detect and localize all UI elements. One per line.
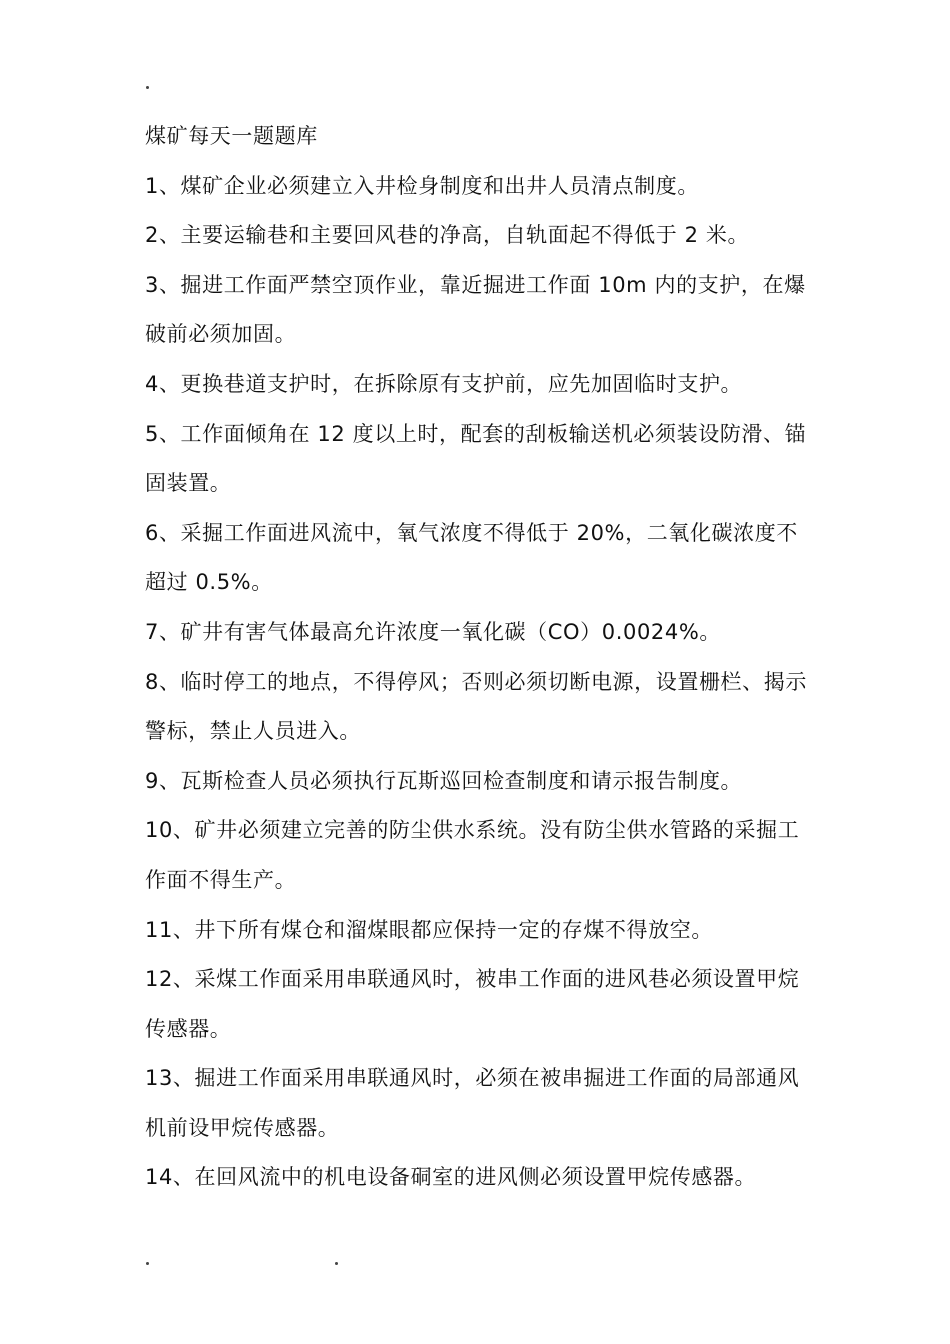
question-item-4: 4、更换巷道支护时，在拆除原有支护前，应先加固临时支护。 bbox=[145, 371, 743, 396]
page-mark-top bbox=[146, 86, 149, 89]
question-item-11: 11、井下所有煤仓和溜煤眼都应保持一定的存煤不得放空。 bbox=[145, 917, 713, 942]
question-item-12: 12、采煤工作面采用串联通风时，被串工作面的进风巷必须设置甲烷传感器。 bbox=[145, 967, 800, 1041]
page-mark-bottom-left bbox=[146, 1262, 149, 1265]
document-body bbox=[145, 112, 813, 1203]
question-item-1: 1、煤矿企业必须建立入井检身制度和出井人员清点制度。 bbox=[145, 173, 699, 198]
question-item-3: 3、掘进工作面严禁空顶作业，靠近掘进工作面 10m 内的支护，在爆破前必须加固。 bbox=[145, 272, 806, 347]
page-mark-bottom-right bbox=[335, 1262, 338, 1265]
question-item-9: 9、瓦斯检查人员必须执行瓦斯巡回检查制度和请示报告制度。 bbox=[145, 768, 743, 793]
question-item-5: 5、工作面倾角在 12 度以上时，配套的刮板输送机必须装设防滑、锚固装置。 bbox=[145, 421, 807, 496]
question-item-8: 8、临时停工的地点，不得停风；否则必须切断电源，设置栅栏、揭示警标，禁止人员进入。 bbox=[145, 669, 807, 744]
question-item-2: 2、主要运输巷和主要回风巷的净高，自轨面起不得低于 2 米。 bbox=[145, 223, 750, 248]
question-item-6: 6、采掘工作面进风流中，氧气浓度不得低于 20%，二氧化碳浓度不超过 0.5%。 bbox=[145, 520, 798, 595]
question-item-14: 14、在回风流中的机电设备硐室的进风侧必须设置甲烷传感器。 bbox=[145, 1165, 757, 1190]
question-item-10: 10、矿井必须建立完善的防尘供水系统。没有防尘供水管路的采掘工作面不得生产。 bbox=[145, 818, 800, 892]
document-title: 煤矿每天一题题库 bbox=[145, 124, 318, 148]
question-item-13: 13、掘进工作面采用串联通风时，必须在被串掘进工作面的局部通风机前设甲烷传感器。 bbox=[145, 1066, 800, 1140]
question-item-7: 7、矿井有害气体最高允许浓度一氧化碳（CO）0.0024%。 bbox=[145, 619, 721, 644]
